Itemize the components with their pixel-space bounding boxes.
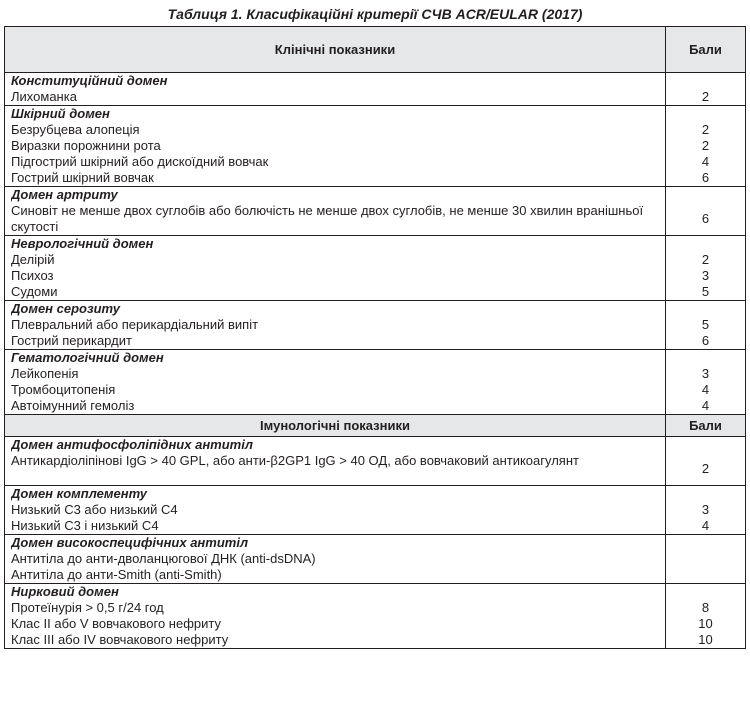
criterion-points: 2 (701, 138, 710, 153)
criterion-text: Антитіла до анти-Smith (anti-Smith) (11, 567, 222, 582)
points-spacer (672, 486, 739, 502)
criterion-points: 2 (701, 122, 710, 137)
immunology-header-label: Імунологічні показники (5, 415, 666, 437)
points-spacer (672, 350, 739, 366)
criterion-text: Низький С3 або низький С4 (11, 502, 178, 517)
domain-row (5, 535, 746, 584)
criterion-points: 5 (701, 284, 710, 299)
domain-criteria-cell (5, 437, 666, 486)
domain-title: Домен комплементу (11, 486, 148, 501)
domain-criteria-cell (5, 350, 666, 415)
domain-points-cell (666, 187, 746, 236)
criterion-points: 2 (701, 252, 710, 267)
domain-row (5, 236, 746, 301)
criterion-text: Судоми (11, 284, 58, 299)
domain-title: Домен артриту (11, 187, 118, 202)
criterion-text: Автоімунний гемоліз (11, 398, 135, 413)
criterion-points: 6 (701, 333, 710, 348)
domain-criteria-cell (5, 486, 666, 535)
criterion-points (672, 567, 739, 583)
points-spacer (672, 106, 739, 122)
domain-criteria-cell (5, 187, 666, 236)
domain-title: Домен антифосфоліпідних антитіл (11, 437, 253, 452)
criterion-text: Плевральний або перикардіальний випіт (11, 317, 259, 332)
criteria-table (4, 26, 746, 649)
domain-row (5, 584, 746, 649)
clinical-section (5, 73, 746, 415)
points-spacer (672, 301, 739, 317)
domain-title: Шкірний домен (11, 106, 110, 121)
criterion-text: Виразки порожнини рота (11, 138, 161, 153)
domain-row (5, 73, 746, 106)
domain-points-cell (666, 106, 746, 187)
criterion-points: 4 (701, 398, 710, 413)
domain-title: Домен серозиту (11, 301, 121, 316)
domain-title: Неврологічний домен (11, 236, 154, 251)
points-spacer (672, 187, 739, 203)
clinical-header-row (5, 27, 746, 73)
criterion-points: 2 (701, 461, 710, 476)
criterion-text: Делірій (11, 252, 55, 267)
clinical-header-label: Клінічні показники (5, 27, 666, 73)
criterion-text: Антикардіоліпінові IgG > 40 GPL, або анти-β2GP1 IgG > 40 ОД, або вовчаковий антикоагулянт (11, 453, 579, 468)
domain-points-cell (666, 73, 746, 106)
points-spacer (672, 535, 739, 551)
criterion-points: 6 (701, 170, 710, 185)
criterion-text: Низький С3 і низький С4 (11, 518, 159, 533)
criterion-points: 10 (698, 632, 713, 647)
immunology-points-header: Бали (666, 415, 746, 437)
criterion-text: Антитіла до анти-дволанцюгової ДНК (anti-dsDNA) (11, 551, 316, 566)
domain-points-cell (666, 301, 746, 350)
domain-row (5, 437, 746, 486)
domain-points-cell (666, 350, 746, 415)
domain-points-cell (666, 584, 746, 649)
criterion-text: Синовіт не менше двох суглобів або болючість не менше двох суглобів, не менше 30 хвилин вранішньої скутості (11, 203, 644, 234)
criterion-points: 3 (701, 366, 710, 381)
domain-criteria-cell (5, 535, 666, 584)
domain-title: Конституційний домен (11, 73, 168, 88)
criterion-text: Протеїнурія > 0,5 г/24 год (11, 600, 164, 615)
domain-points-cell (666, 486, 746, 535)
criterion-points: 5 (701, 317, 710, 332)
domain-criteria-cell (5, 106, 666, 187)
criterion-text: Гострий шкірний вовчак (11, 170, 154, 185)
points-spacer (672, 437, 739, 453)
criterion-points: 4 (701, 518, 710, 533)
criterion-points (672, 551, 739, 567)
criterion-points: 4 (701, 382, 710, 397)
points-spacer (672, 73, 739, 89)
criterion-points: 8 (701, 600, 710, 615)
criterion-text: Лихоманка (11, 89, 77, 104)
criterion-text: Гострий перикардит (11, 333, 132, 348)
criterion-points: 2 (701, 89, 710, 104)
immunology-header-section (5, 415, 746, 437)
domain-points-cell (666, 535, 746, 584)
criterion-text: Підгострий шкірний або дискоїдний вовчак (11, 154, 269, 169)
domain-title: Нирковий домен (11, 584, 119, 599)
domain-row (5, 106, 746, 187)
domain-row (5, 187, 746, 236)
criterion-text: Клас III або IV вовчакового нефриту (11, 632, 229, 647)
immunology-section (5, 437, 746, 649)
table-caption: Таблиця 1. Класифікаційні критерії СЧВ ACR/EULAR (2017) (167, 6, 583, 22)
points-spacer (672, 584, 739, 600)
domain-criteria-cell (5, 301, 666, 350)
criterion-points: 4 (701, 154, 710, 169)
clinical-points-header: Бали (666, 27, 746, 73)
domain-criteria-cell (5, 236, 666, 301)
immunology-header-row (5, 415, 746, 437)
points-spacer (672, 236, 739, 252)
domain-row (5, 486, 746, 535)
criterion-points: 6 (701, 211, 710, 226)
criterion-points: 10 (698, 616, 713, 631)
criterion-text: Тромбоцитопенія (11, 382, 116, 397)
criterion-text: Лейкопенія (11, 366, 79, 381)
domain-criteria-cell (5, 73, 666, 106)
domain-title: Домен високоспецифічних антитіл (11, 535, 249, 550)
domain-row (5, 301, 746, 350)
criterion-text: Психоз (11, 268, 54, 283)
domain-points-cell (666, 236, 746, 301)
criterion-text: Безрубцева алопеція (11, 122, 140, 137)
domain-criteria-cell (5, 584, 666, 649)
domain-points-cell (666, 437, 746, 486)
criterion-points: 3 (701, 268, 710, 283)
criterion-text: Клас II або V вовчакового нефриту (11, 616, 221, 631)
criterion-points: 3 (701, 502, 710, 517)
domain-title: Гематологічний домен (11, 350, 164, 365)
domain-row (5, 350, 746, 415)
